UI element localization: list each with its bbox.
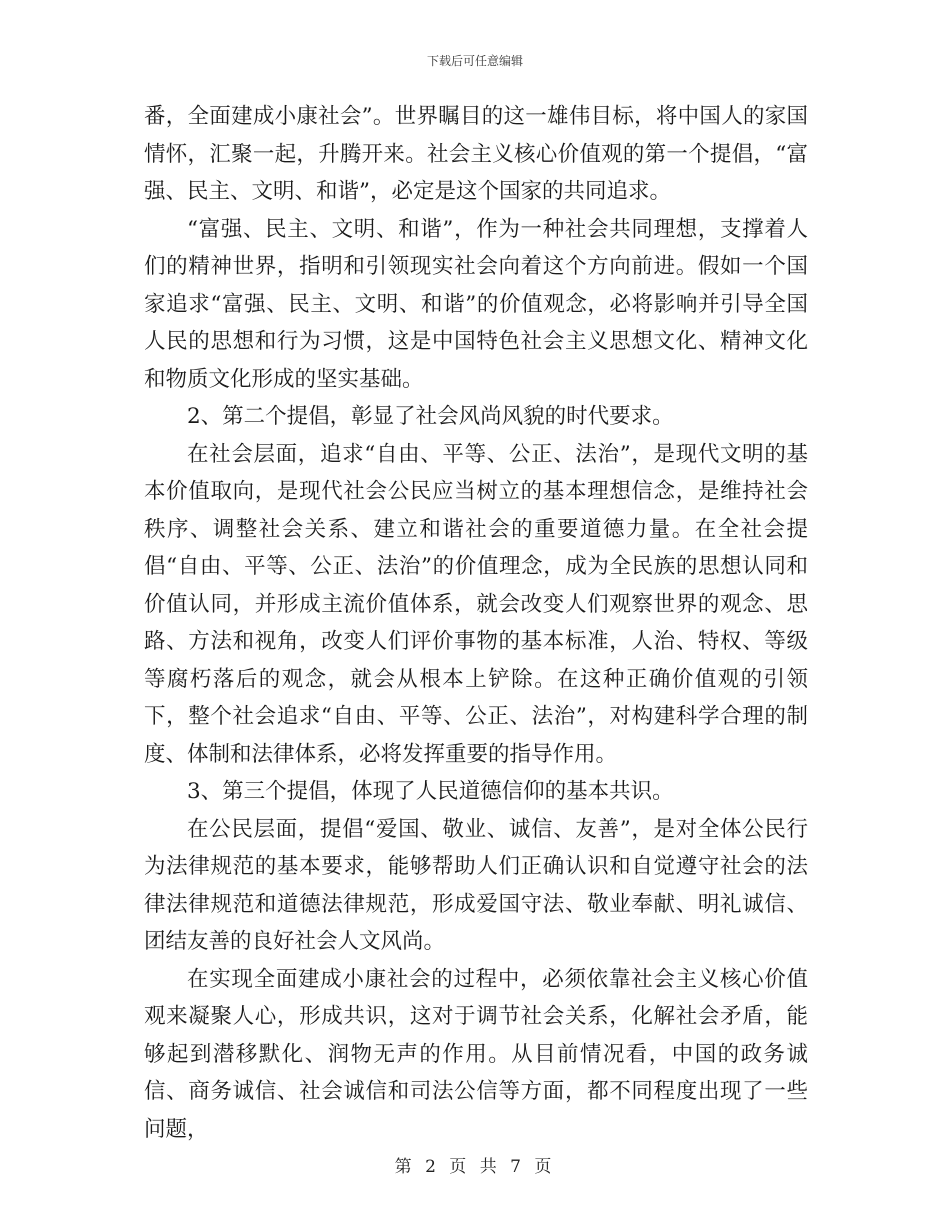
paragraph-4: 在社会层面，追求“自由、平等、公正、法治”，是现代文明的基本价值取向，是现代社会公民应当树立的基本理想信念，是维持社会秩序、调整社会关系、建立和谐社会的重要道德力量。在全社会提倡“自由、平等、公正、法治”的价值理念，成为全民族的思想认同和价值认同，并形成主流价值体系，就会改变人们观察世界的观念、思路、方法和视角，改变人们评价事物的基本标准，人治、特权、等级等腐朽落后的观念，就会从根本上铲除。在这种正确价值观的引领下，整个社会追求“自由、平等、公正、法治”，对构建科学合理的制度、体制和法律体系，必将发挥重要的指导作用。 [144,441,808,767]
paragraph-5-heading: 3、第三个提倡，体现了人民道德信仰的基本共识。 [187,779,674,804]
paragraph-7: 在实现全面建成小康社会的过程中，必须依靠社会主义核心价值观来凝聚人心，形成共识，这对于调节社会关系，化解社会矛盾，能够起到潜移默化、润物无声的作用。从目前情况看，中国的政务诚信、商务诚信、社会诚信和司法公信等方面，都不同程度出现了一些问题， [144,966,808,1142]
paragraph-1: 番，全面建成小康社会”。世界瞩目的这一雄伟目标，将中国人的家国情怀，汇聚一起，升腾开来。社会主义核心价值观的第一个提倡，“富强、民主、文明、和谐”，必定是这个国家的共同追求。 [144,104,808,204]
body-text [144,98,808,1148]
paragraph-6: 在公民层面，提倡“爱国、敬业、诚信、友善”，是对全体公民行为法律规范的基本要求，能够帮助人们正确认识和自觉遵守社会的法律法律规范和道德法律规范，形成爱国守法、敬业奉献、明礼诚信、团结友善的良好社会人文风尚。 [144,816,808,954]
page-footer: 第 2 页 共 7 页 [394,1157,556,1177]
page-header: 下载后可任意编辑 [426,54,523,68]
paragraph-3-heading: 2、第二个提倡，彰显了社会风尚风貌的时代要求。 [187,404,674,429]
paragraph-2: “富强、民主、文明、和谐”，作为一种社会共同理想，支撑着人们的精神世界，指明和引领现实社会向着这个方向前进。假如一个国家追求“富强、民主、文明、和谐”的价值观念，必将影响并引导全国人民的思想和行为习惯，这是中国特色社会主义思想文化、精神文化和物质文化形成的坚实基础。 [144,216,808,392]
